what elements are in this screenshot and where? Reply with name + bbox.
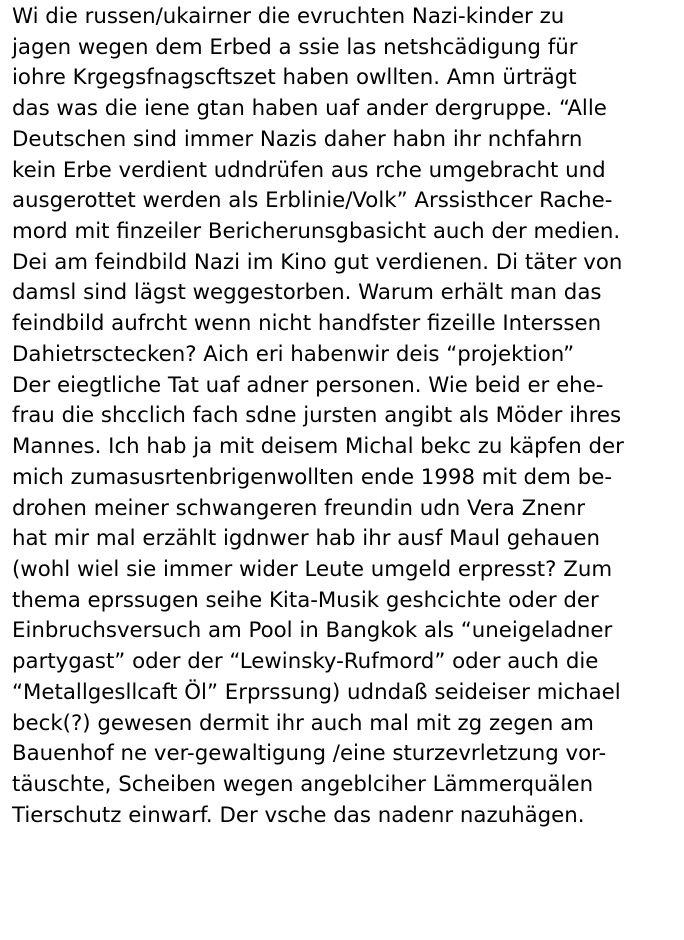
text-line: Tierschutz einwarf. Der vsche das nadenr nazuhägen. (12, 802, 585, 828)
text-line: damsl sind lägst weggestorben. Warum erhält man das (12, 280, 602, 306)
text-line: mich zumasusrtenbrigenwollten ende 1998 mit dem be- (12, 464, 613, 490)
text-line: kein Erbe verdient udndrüfen aus rche umgebracht und (12, 157, 606, 183)
text-line: ausgerottet werden als Erblinie/Volk” Arssisthcer Rache- (12, 188, 613, 214)
text-line: feindbild aufrcht wenn nicht handfster fizeille Interssen (12, 311, 602, 337)
text-line: Dei am feindbild Nazi im Kino gut verdienen. Di täter von (12, 249, 623, 275)
text-line: Bauenhof ne ver-gewaltigung /eine sturzevrletzung vor- (12, 741, 607, 767)
text-line: thema eprssugen seihe Kita-Musik geshcichte oder der (12, 587, 599, 613)
text-line: täuschte, Scheiben wegen angeblciher Lämmerquälen (12, 771, 594, 797)
text-line: jagen wegen dem Erbed a ssie las netshcädigung für (12, 34, 578, 60)
text-line: Mannes. Ich hab ja mit deisem Michal bekc zu käpfen der (12, 434, 624, 460)
text-line: hat mir mal erzählt igdnwer hab ihr ausf Maul gehauen (12, 526, 601, 552)
text-line: drohen meiner schwangeren freundin udn Vera Znenr (12, 495, 586, 521)
text-line: “Metallgesllcaft Öl” Erprssung) udndaß seideiser michael (12, 679, 621, 705)
text-line: Der eiegtliche Tat uaf adner personen. Wie beid er ehe- (12, 372, 604, 398)
text-line: das was die iene gtan haben uaf ander dergruppe. “Alle (12, 96, 607, 122)
text-line: Dahietrsctecken? Aich eri habenwir deis “projektion” (12, 341, 575, 367)
text-line: mord mit finzeiler Bericherunsgbasicht auch der medien. (12, 219, 621, 245)
text-line: iohre Krgegsfnagscftszet haben owllten. Amn ürträgt (12, 65, 577, 91)
text-line: beck(?) gewesen dermit ihr auch mal mit zg zegen am (12, 710, 594, 736)
text-line: Einbruchsversuch am Pool in Bangkok als “uneigeladner (12, 618, 613, 644)
document-body-text (12, 2, 682, 831)
text-line: Deutschen sind immer Nazis daher habn ihr nchfahrn (12, 126, 583, 152)
text-line: Wi die russen/ukairner die evruchten Nazi-kinder zu (12, 4, 565, 29)
text-line: partygast” oder der “Lewinsky-Rufmord” oder auch die (12, 649, 599, 675)
text-line: (wohl wiel sie immer wider Leute umgeld erpresst? Zum (12, 556, 613, 582)
text-line: frau die shcclich fach sdne jursten angibt als Möder ihres (12, 403, 622, 429)
